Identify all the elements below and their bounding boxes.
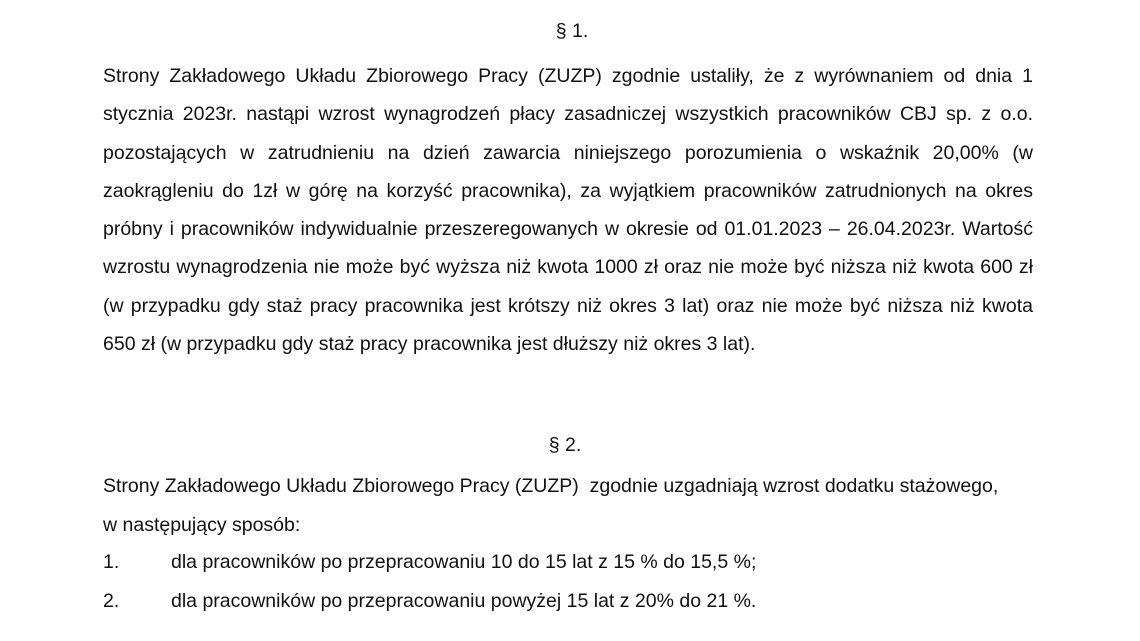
- section-2-heading: § 2.: [548, 434, 582, 456]
- list-item-text: dla pracowników po przepracowaniu 10 do 15 lat z 15 % do 15,5 %;: [171, 551, 757, 573]
- section-2-list: [103, 543, 1003, 621]
- list-item: [103, 582, 1003, 621]
- section-1-heading: § 1.: [555, 20, 589, 42]
- section-2-intro: Strony Zakładowego Układu Zbiorowego Pracy (ZUZP) zgodnie uzgadniają wzrost dodatku stażowego, w następujący sposób:: [103, 475, 1004, 536]
- list-item-number: 2.: [103, 590, 120, 612]
- list-item-number: 1.: [103, 551, 120, 573]
- section-1-paragraph: Strony Zakładowego Układu Zbiorowego Pracy (ZUZP) zgodnie ustaliły, że z wyrównaniem od dnia 1 stycznia 2023r. nastąpi wzrost wynagrodzeń płacy zasadniczej wszystkich pracowników CBJ sp. z o.o. pozostających w zatrudnieniu na dzień zawarcia niniejszego porozumienia o wskaźnik 20,00% (w zaokrągleniu do 1zł w górę na korzyść pracownika), za wyjątkiem pracowników zatrudnionych na okres próbny i pracowników indywidualnie przeszeregowanych w okresie od 01.01.2023 – 26.04.2023r. Wartość wzrostu wynagrodzenia nie może być wyższa niż kwota 1000 zł oraz nie może być niższa niż kwota 600 zł (w przypadku gdy staż pracy pracownika jest krótszy niż okres 3 lat) oraz nie może być niższa niż kwota 650 zł (w przypadku gdy staż pracy pracownika jest dłuższy niż okres 3 lat).: [103, 65, 1033, 356]
- list-item: [103, 543, 1003, 582]
- list-item-text: dla pracowników po przepracowaniu powyżej 15 lat z 20% do 21 %.: [171, 590, 757, 612]
